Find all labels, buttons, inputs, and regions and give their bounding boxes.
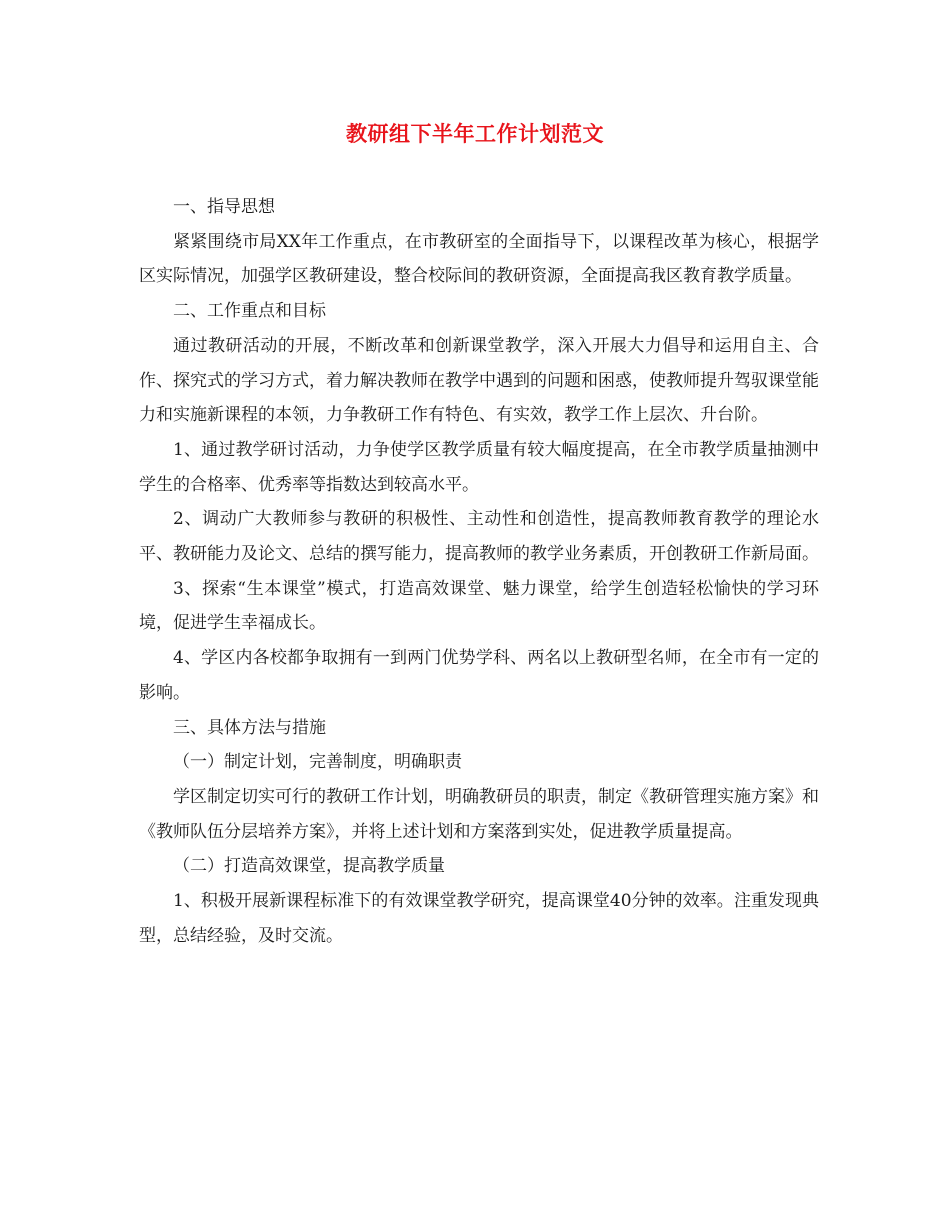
section-heading-work-focus: 二、工作重点和目标 <box>173 301 326 322</box>
section-heading-guiding-ideology: 一、指导思想 <box>173 197 275 217</box>
document-body <box>139 190 819 953</box>
paragraph: 学区制定切实可行的教研工作计划，明确教研员的职责，制定《教研管理实施方案》和《教师队伍分层培养方案》，并将上述计划和方案落到实处，促进教学质量提高。 <box>139 786 819 842</box>
paragraph: 紧紧围绕市局XX年工作重点，在市教研室的全面指导下，以课程改革为核心，根据学区实际情况，加强学区教研建设，整合校际间的教研资源，全面提高我区教育教学质量。 <box>139 231 819 287</box>
list-item: 2、调动广大教师参与教研的积极性、主动性和创造性，提高教师教育教学的理论水平、教研能力及论文、总结的撰写能力，提高教师的教学业务素质，开创教研工作新局面。 <box>139 509 819 565</box>
list-item: 4、学区内各校都争取拥有一到两门优势学科、两名以上教研型名师，在全市有一定的影响。 <box>139 648 819 703</box>
subsection-heading: （一）制定计划，完善制度，明确职责 <box>173 752 462 773</box>
section-heading-methods: 三、具体方法与措施 <box>173 717 326 738</box>
subsection-heading: （二）打造高效课堂，提高教学质量 <box>173 856 445 877</box>
paragraph: 通过教研活动的开展，不断改革和创新课堂教学，深入开展大力倡导和运用自主、合作、探究式的学习方式，着力解决教师在教学中遇到的问题和困惑，使教师提升驾驭课堂能力和实施新课程的本领，力争教研工作有特色、有实效，教学工作上层次、升台阶。 <box>139 335 819 426</box>
document-title: 教研组下半年工作计划范文 <box>346 121 604 146</box>
list-item: 1、积极开展新课程标准下的有效课堂教学研究，提高课堂40分钟的效率。注重发现典型，总结经验，及时交流。 <box>139 891 819 946</box>
list-item: 3、探索“生本课堂”模式，打造高效课堂、魅力课堂，给学生创造轻松愉快的学习环境，促进学生幸福成长。 <box>139 578 819 634</box>
list-item: 1、通过教学研讨活动，力争使学区教学质量有较大幅度提高，在全市教学质量抽测中学生的合格率、优秀率等指数达到较高水平。 <box>139 439 819 495</box>
